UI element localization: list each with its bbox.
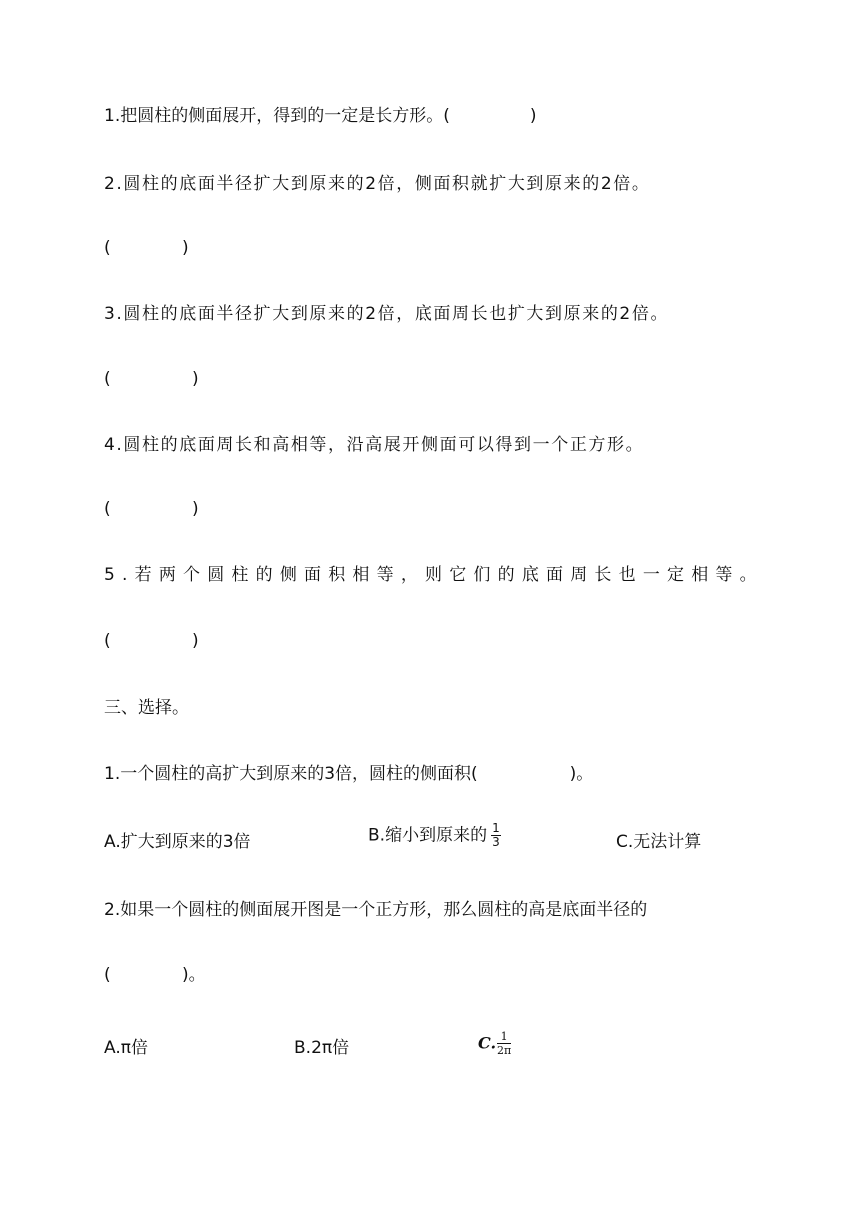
open-paren: ( (104, 238, 111, 258)
judge-q5-answer[interactable] (104, 629, 204, 653)
choice-q1-close: )。 (569, 764, 594, 784)
choice-q2-option-a[interactable]: A.π倍 (104, 1038, 148, 1058)
fraction-numerator: 1 (492, 821, 500, 835)
judge-q4-answer[interactable] (104, 497, 204, 521)
choice-q1-option-b[interactable] (368, 822, 501, 849)
judge-q2-text: 2.圆柱的底面半径扩大到原来的2倍，侧面积就扩大到原来的2倍。 (104, 174, 651, 194)
choice-q1 (104, 762, 593, 786)
choice-q1-text: 1.一个圆柱的高扩大到原来的3倍，圆柱的侧面积( (104, 764, 478, 784)
judge-q2 (104, 172, 650, 196)
choice-q1-option-c[interactable]: C.无法计算 (616, 832, 702, 852)
fraction-one-third (491, 822, 501, 849)
judge-q4 (104, 433, 644, 457)
close-paren: ) (192, 499, 199, 519)
judge-q3 (104, 302, 669, 326)
choice-q1-option-a[interactable]: A.扩大到原来的3倍 (104, 832, 251, 852)
close-paren: ) (192, 369, 199, 389)
choice-q2-option-c[interactable] (478, 1030, 511, 1057)
judge-q1-close: ) (529, 106, 537, 126)
close-paren: )。 (182, 965, 206, 985)
judge-q1 (104, 104, 537, 128)
judge-q2-answer[interactable] (104, 236, 194, 260)
fraction-denominator: 2π (497, 1044, 512, 1057)
open-paren: ( (104, 631, 111, 651)
judge-q5-text: 5.若两个圆柱的侧面积相等，则它们的底面周长也一定相等。 (104, 565, 764, 585)
choice-q2 (104, 898, 647, 922)
open-paren: ( (104, 369, 111, 389)
close-paren: ) (192, 631, 199, 651)
choice-q2-answer[interactable] (104, 963, 214, 987)
option-c-label: C. (478, 1033, 497, 1053)
fraction-denominator: 3 (492, 835, 500, 849)
judge-q3-text: 3.圆柱的底面半径扩大到原来的2倍，底面周长也扩大到原来的2倍。 (104, 304, 670, 324)
choice-q2-text: 2.如果一个圆柱的侧面展开图是一个正方形，那么圆柱的高是底面半径的 (104, 900, 648, 920)
choice-q2-option-b[interactable]: B.2π倍 (294, 1038, 350, 1058)
fraction-numerator: 1 (497, 1030, 511, 1044)
option-b-label: B.缩小到原来的 (368, 825, 488, 846)
section-heading: 三、选择。 (104, 698, 189, 718)
judge-q3-answer[interactable] (104, 367, 204, 391)
fraction-one-over-two-pi (497, 1030, 511, 1057)
close-paren: ) (182, 238, 189, 258)
open-paren: ( (104, 499, 111, 519)
open-paren: ( (104, 965, 111, 985)
judge-q5 (104, 563, 764, 587)
judge-q4-text: 4.圆柱的底面周长和高相等，沿高展开侧面可以得到一个正方形。 (104, 435, 645, 455)
judge-q1-text: 1.把圆柱的侧面展开，得到的一定是长方形。( (104, 106, 450, 126)
